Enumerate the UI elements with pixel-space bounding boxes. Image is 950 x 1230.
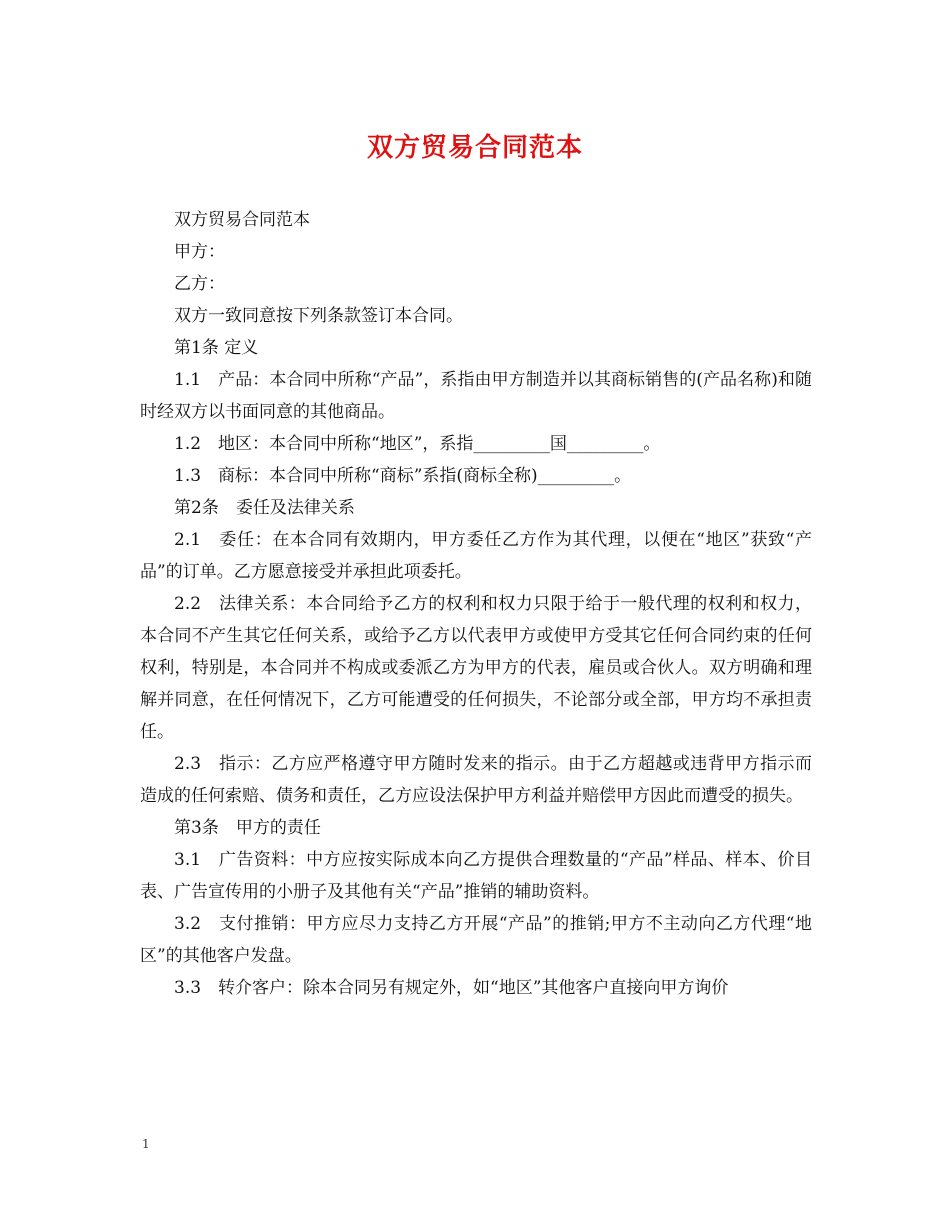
article-3-heading: 第3条 甲方的责任 [174, 818, 321, 838]
clause-3-1: 3.1 广告资料：中方应按实际成本向乙方提供合理数量的“产品”样品、样本、价目表、广告宣传用的小册子及其他有关“产品”推销的辅助资料。 [140, 850, 812, 902]
clause-3-3: 3.3 转介客户：除本合同另有规定外，如“地区”其他客户直接向甲方询价 [174, 978, 729, 998]
page-number: 1 [142, 1137, 150, 1151]
clause-2-3: 2.3 指示：乙方应严格遵守甲方随时发来的指示。由于乙方超越或违背甲方指示而造成的任何索赔、债务和责任，乙方应设法保护甲方利益并赔偿甲方因此而遭受的损失。 [140, 754, 812, 806]
clause-1-1: 1.1 产品：本合同中所称“产品”，系指由甲方制造并以其商标销售的(产品名称)和随时经双方以书面同意的其他商品。 [140, 370, 812, 422]
article-1-heading: 第1条 定义 [174, 338, 259, 358]
agreement-intro: 双方一致同意按下列条款签订本合同。 [174, 306, 463, 326]
article-2-heading: 第2条 委任及法律关系 [174, 498, 355, 518]
party-b-line: 乙方： [174, 274, 225, 294]
clause-1-2: 1.2 地区：本合同中所称“地区”，系指_________国_________。 [174, 434, 661, 454]
clause-2-1: 2.1 委任：在本合同有效期内，甲方委任乙方作为其代理，以便在“地区”获致“产品”的订单。乙方愿意接受并承担此项委托。 [140, 530, 812, 582]
document-body [140, 204, 812, 1004]
clause-3-2: 3.2 支付推销：甲方应尽力支持乙方开展“产品”的推销;甲方不主动向乙方代理“地区”的其他客户发盘。 [140, 914, 812, 966]
clause-1-3: 1.3 商标：本合同中所称“商标”系指(商标全称)_________。 [174, 466, 632, 486]
party-a-line: 甲方： [174, 242, 225, 262]
paragraph-heading: 双方贸易合同范本 [174, 210, 310, 230]
page-title: 双方贸易合同范本 [366, 133, 583, 163]
clause-2-2: 2.2 法律关系：本合同给予乙方的权利和权力只限于给于一般代理的权利和权力，本合同不产生其它任何关系，或给予乙方以代表甲方或使甲方受其它任何合同约束的任何权利，特别是，本合同并不构成或委派乙方为甲方的代表，雇员或合伙人。双方明确和理解并同意，在任何情况下，乙方可能遭受的任何损失，不论部分或全部，甲方均不承担责任。 [140, 594, 812, 742]
